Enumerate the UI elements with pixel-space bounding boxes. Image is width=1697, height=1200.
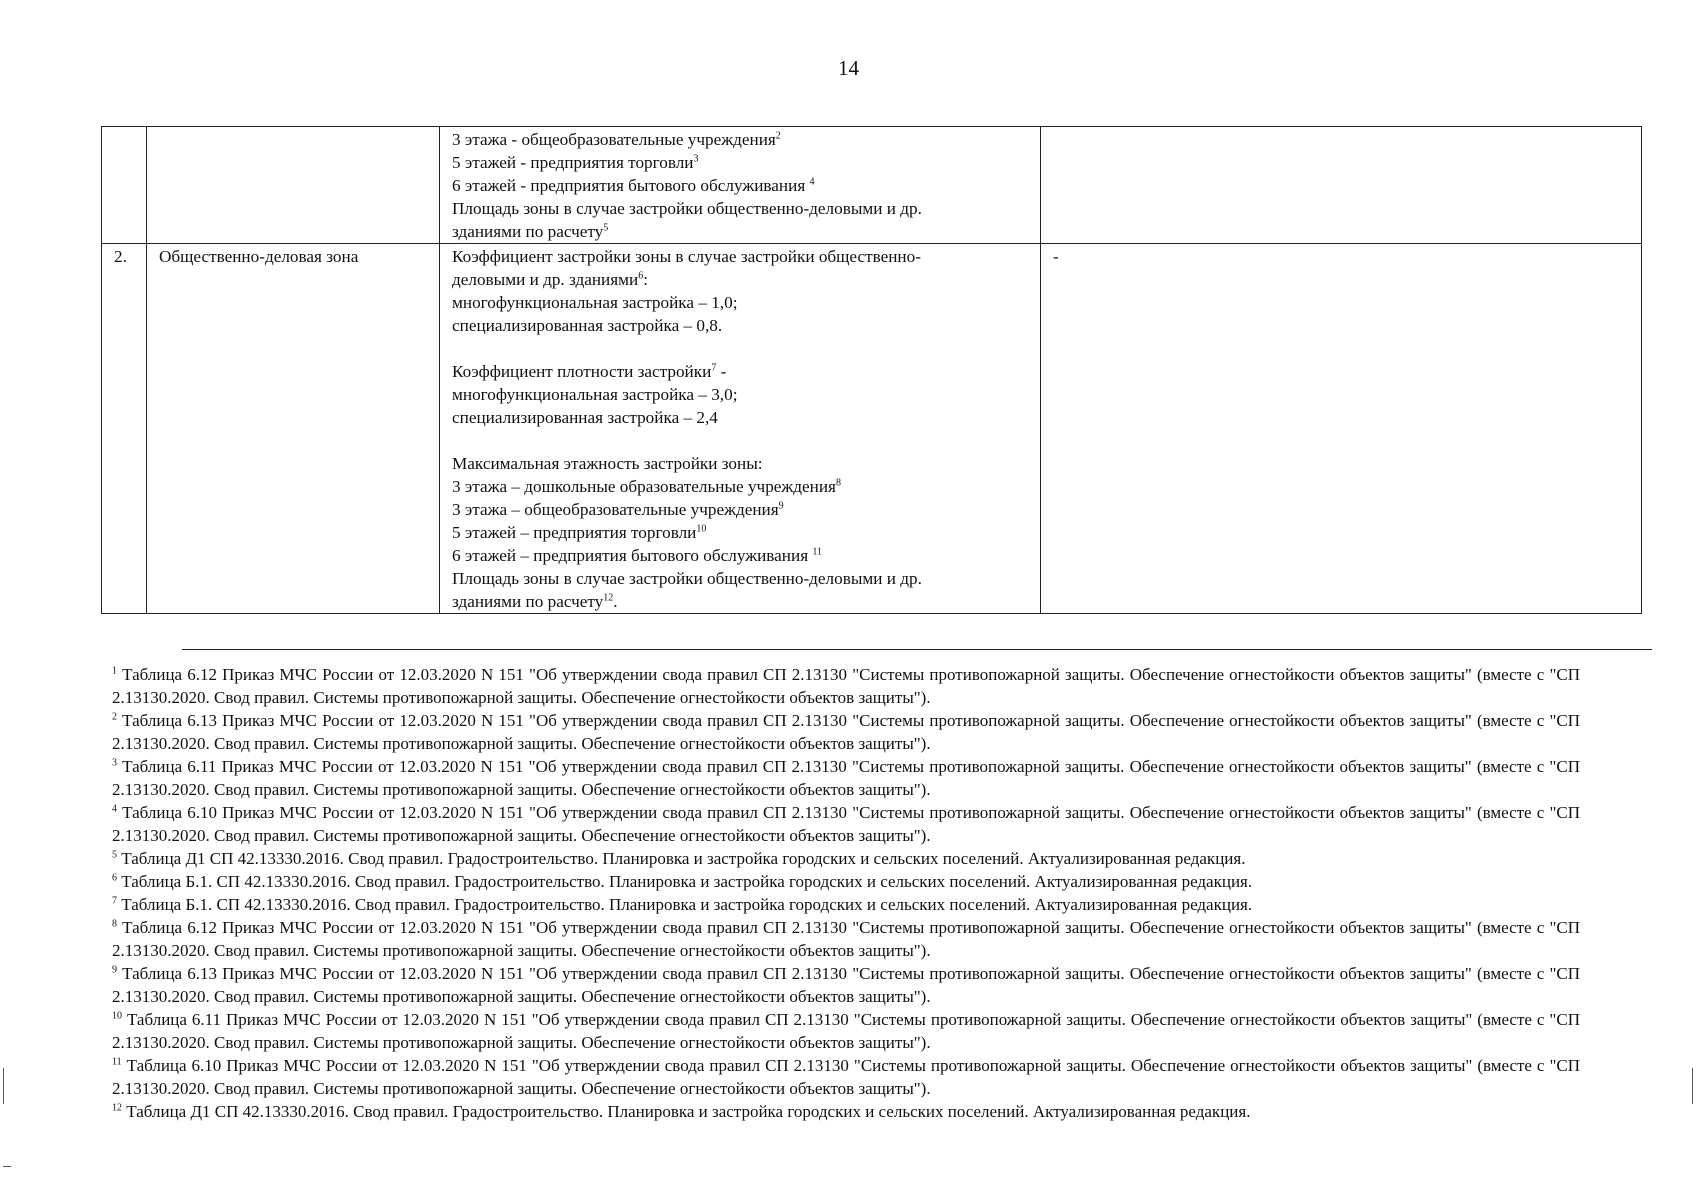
param-text-suffix: .	[613, 592, 618, 611]
param-line	[452, 314, 1028, 337]
footnote-item	[112, 893, 1580, 916]
spacer	[452, 337, 1028, 360]
scan-edge-mark	[3, 1166, 11, 1167]
params-list	[452, 128, 1028, 243]
param-line	[452, 268, 1028, 291]
footnote-number: 11	[112, 1056, 122, 1068]
param-line	[452, 521, 1028, 544]
param-line	[452, 174, 1028, 197]
param-text: многофункциональная застройка – 3,0;	[452, 385, 738, 404]
footnote-text: Таблица Д1 СП 42.13330.2016. Свод правил. Градостроительство. Планировка и застройка городских и сельских поселений. Актуализированная редакция.	[122, 1102, 1251, 1121]
param-text: Коэффициент плотности застройки	[452, 362, 712, 381]
param-text: зданиями по расчету	[452, 222, 604, 241]
param-text: 5 этажей - предприятия торговли	[452, 153, 694, 172]
footnote-item	[112, 663, 1580, 709]
cell-remark	[1041, 127, 1642, 244]
footnote-ref[interactable]: 12	[603, 592, 614, 604]
footnote-item	[112, 755, 1580, 801]
cell-zone-name	[147, 127, 440, 244]
param-line	[452, 128, 1028, 151]
param-text: 3 этажа – общеобразовательные учреждения	[452, 500, 779, 519]
footnotes	[112, 663, 1580, 1123]
footnote-number: 5	[112, 849, 117, 861]
footnote-item	[112, 1008, 1580, 1054]
footnote-ref[interactable]: 8	[835, 477, 841, 489]
param-text: 6 этажей - предприятия бытового обслуживания	[452, 176, 810, 195]
cell-parameters	[440, 244, 1041, 614]
param-text: специализированная застройка – 2,4	[452, 408, 718, 427]
spacer	[452, 429, 1028, 452]
param-line	[452, 406, 1028, 429]
footnote-text: Таблица 6.13 Приказ МЧС России от 12.03.2020 N 151 "Об утверждении свода правил СП 2.13130 "Системы противопожарной защиты. Обеспечение огнестойкости объектов защиты" (вместе с "СП 2.13130.2020. Свод правил. Системы противопожарной защиты. Обеспечение огнестойкости объектов защиты").	[112, 964, 1580, 1006]
param-line	[452, 220, 1028, 243]
footnote-text: Таблица 6.11 Приказ МЧС России от 12.03.2020 N 151 "Об утверждении свода правил СП 2.13130 "Системы противопожарной защиты. Обеспечение огнестойкости объектов защиты" (вместе с "СП 2.13130.2020. Свод правил. Системы противопожарной защиты. Обеспечение огнестойкости объектов защиты").	[112, 757, 1580, 799]
params-block-building-coefficient	[452, 245, 1028, 337]
footnote-number: 9	[112, 964, 117, 976]
footnote-item	[112, 962, 1580, 1008]
param-line	[452, 383, 1028, 406]
footnote-ref[interactable]: 6	[638, 270, 644, 282]
footnote-item	[112, 1054, 1580, 1100]
param-line	[452, 151, 1028, 174]
scan-edge-mark	[1692, 1068, 1693, 1104]
footnote-text: Таблица Б.1. СП 42.13330.2016. Свод правил. Градостроительство. Планировка и застройка городских и сельских поселений. Актуализированная редакция.	[117, 872, 1253, 891]
param-text: 5 этажей – предприятия торговли	[452, 523, 697, 542]
param-text: 3 этажа – дошкольные образовательные учреждения	[452, 477, 836, 496]
footnote-item	[112, 916, 1580, 962]
scan-edge-mark	[3, 1068, 4, 1104]
param-text: 6 этажей – предприятия бытового обслуживания	[452, 546, 813, 565]
footnote-number: 1	[112, 665, 117, 677]
footnote-text: Таблица 6.13 Приказ МЧС России от 12.03.2020 N 151 "Об утверждении свода правил СП 2.13130 "Системы противопожарной защиты. Обеспечение огнестойкости объектов защиты" (вместе с "СП 2.13130.2020. Свод правил. Системы противопожарной защиты. Обеспечение огнестойкости объектов защиты").	[112, 711, 1580, 753]
param-line	[452, 498, 1028, 521]
params-block-max-floors	[452, 452, 1028, 613]
table-row-continued	[102, 127, 1642, 244]
param-line	[452, 291, 1028, 314]
cell-number: 2.	[102, 244, 147, 614]
param-text: зданиями по расчету	[452, 592, 604, 611]
footnote-ref[interactable]: 9	[778, 500, 784, 512]
param-line	[452, 544, 1028, 567]
param-text: Максимальная этажность застройки зоны:	[452, 454, 763, 473]
param-text: Коэффициент застройки зоны в случае застройки общественно-	[452, 247, 921, 266]
footnote-ref[interactable]: 4	[809, 176, 815, 188]
param-text: Площадь зоны в случае застройки общественно-деловыми и др.	[452, 199, 922, 218]
footnote-item	[112, 801, 1580, 847]
param-line	[452, 452, 1028, 475]
footnote-number: 8	[112, 918, 117, 930]
param-text-suffix: -	[716, 362, 727, 381]
footnote-item	[112, 1100, 1580, 1123]
footnote-number: 10	[112, 1010, 122, 1022]
param-text: Площадь зоны в случае застройки общественно-деловыми и др.	[452, 569, 922, 588]
footnote-ref[interactable]: 2	[775, 130, 781, 142]
footnote-text: Таблица 6.12 Приказ МЧС России от 12.03.2020 N 151 "Об утверждении свода правил СП 2.13130 "Системы противопожарной защиты. Обеспечение огнестойкости объектов защиты" (вместе с "СП 2.13130.2020. Свод правил. Системы противопожарной защиты. Обеспечение огнестойкости объектов защиты").	[112, 665, 1580, 707]
cell-zone-name: Общественно-деловая зона	[147, 244, 440, 614]
param-line	[452, 475, 1028, 498]
footnote-number: 7	[112, 895, 117, 907]
param-line	[452, 197, 1028, 220]
table-row-2	[102, 244, 1642, 614]
footnote-ref[interactable]: 7	[711, 362, 717, 374]
cell-number	[102, 127, 147, 244]
footnote-text: Таблица Б.1. СП 42.13330.2016. Свод правил. Градостроительство. Планировка и застройка городских и сельских поселений. Актуализированная редакция.	[117, 895, 1253, 914]
footnote-ref[interactable]: 5	[603, 222, 609, 234]
param-line	[452, 567, 1028, 590]
footnote-text: Таблица 6.10 Приказ МЧС России от 12.03.2020 N 151 "Об утверждении свода правил СП 2.13130 "Системы противопожарной защиты. Обеспечение огнестойкости объектов защиты" (вместе с "СП 2.13130.2020. Свод правил. Системы противопожарной защиты. Обеспечение огнестойкости объектов защиты").	[112, 803, 1580, 845]
footnote-separator	[182, 649, 1652, 650]
footnote-number: 2	[112, 711, 117, 723]
param-text: 3 этажа - общеобразовательные учреждения	[452, 130, 776, 149]
zones-table	[101, 126, 1642, 614]
footnote-text: Таблица Д1 СП 42.13330.2016. Свод правил. Градостроительство. Планировка и застройка городских и сельских поселений. Актуализированная редакция.	[117, 849, 1246, 868]
footnote-number: 4	[112, 803, 117, 815]
footnote-text: Таблица 6.11 Приказ МЧС России от 12.03.2020 N 151 "Об утверждении свода правил СП 2.13130 "Системы противопожарной защиты. Обеспечение огнестойкости объектов защиты" (вместе с "СП 2.13130.2020. Свод правил. Системы противопожарной защиты. Обеспечение огнестойкости объектов защиты").	[112, 1010, 1580, 1052]
footnote-ref[interactable]: 3	[693, 153, 699, 165]
page-number: 14	[838, 56, 859, 80]
param-line	[452, 360, 1028, 383]
footnote-text: Таблица 6.12 Приказ МЧС России от 12.03.2020 N 151 "Об утверждении свода правил СП 2.13130 "Системы противопожарной защиты. Обеспечение огнестойкости объектов защиты" (вместе с "СП 2.13130.2020. Свод правил. Системы противопожарной защиты. Обеспечение огнестойкости объектов защиты").	[112, 918, 1580, 960]
footnote-text: Таблица 6.10 Приказ МЧС России от 12.03.2020 N 151 "Об утверждении свода правил СП 2.13130 "Системы противопожарной защиты. Обеспечение огнестойкости объектов защиты" (вместе с "СП 2.13130.2020. Свод правил. Системы противопожарной защиты. Обеспечение огнестойкости объектов защиты").	[112, 1056, 1580, 1098]
param-line	[452, 590, 1028, 613]
footnote-item	[112, 847, 1580, 870]
param-text-suffix: :	[643, 270, 649, 289]
param-line	[452, 245, 1028, 268]
params-block-density-coefficient	[452, 360, 1028, 429]
footnote-number: 12	[112, 1102, 122, 1114]
param-text: многофункциональная застройка – 1,0;	[452, 293, 738, 312]
cell-remark: -	[1041, 244, 1642, 614]
cell-parameters	[440, 127, 1041, 244]
footnote-item	[112, 870, 1580, 893]
param-text: деловыми и др. зданиями	[452, 270, 639, 289]
footnote-ref[interactable]: 10	[696, 523, 707, 535]
footnote-ref[interactable]: 11	[812, 546, 823, 558]
footnote-number: 6	[112, 872, 117, 884]
param-text: специализированная застройка – 0,8.	[452, 316, 723, 335]
footnote-item	[112, 709, 1580, 755]
footnote-number: 3	[112, 757, 117, 769]
